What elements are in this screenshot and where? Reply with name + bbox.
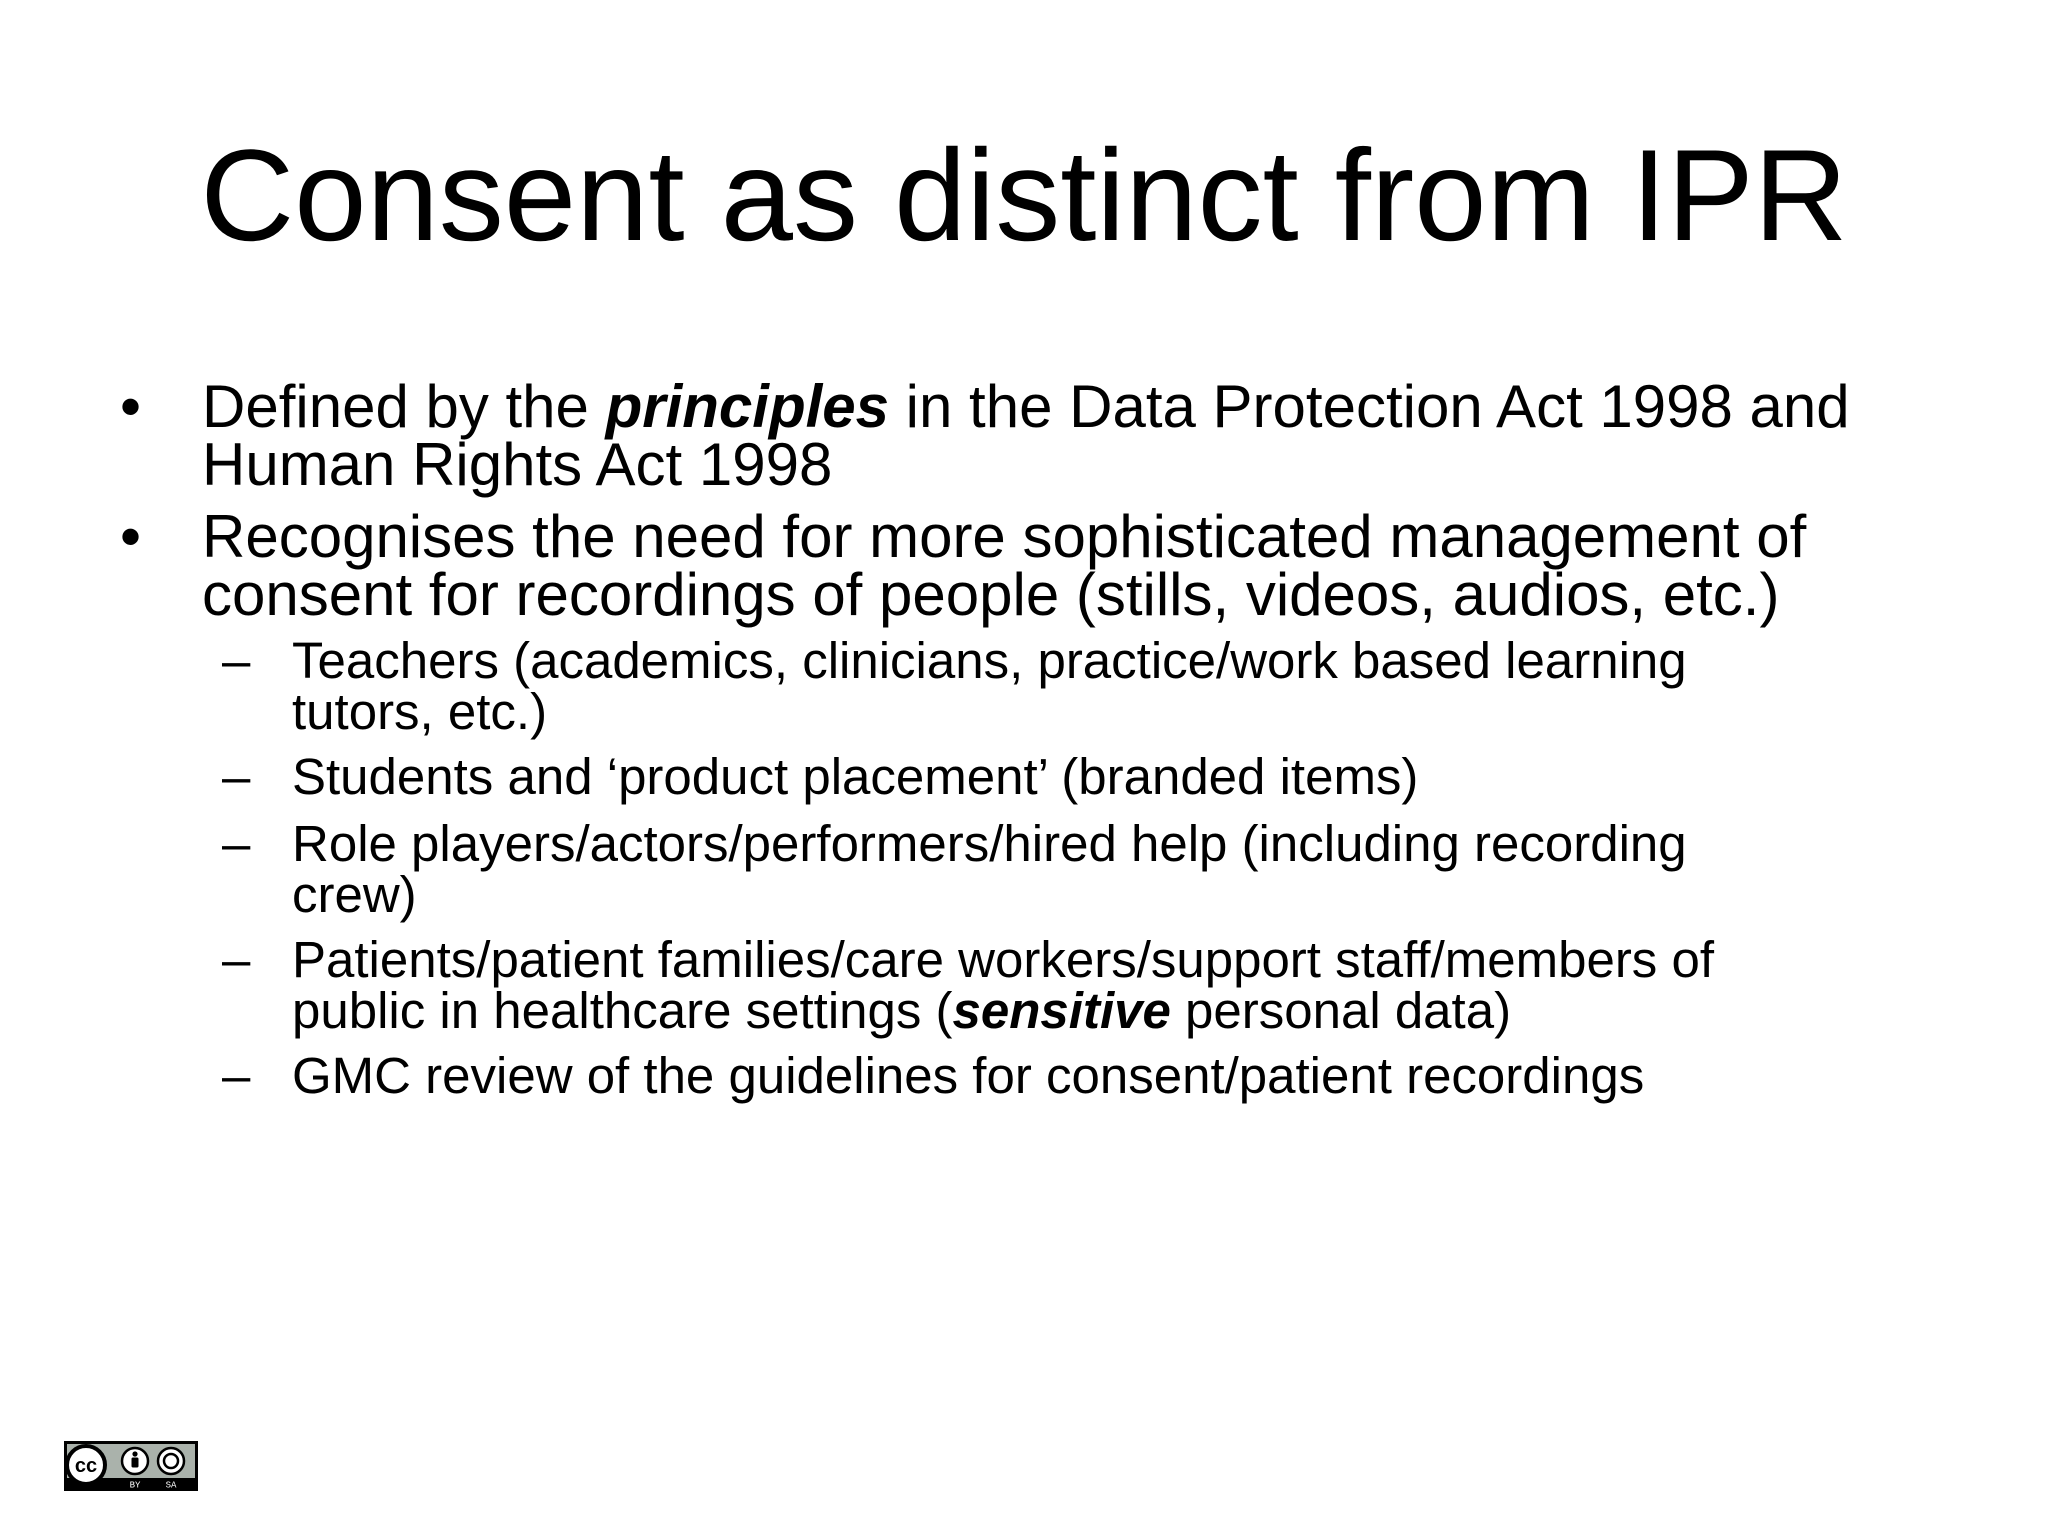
bullet-text — [202, 373, 2042, 498]
bullet-text-line: Human Rights Act 1998 — [202, 431, 833, 498]
cc-badge-by-label: BY — [129, 1480, 141, 1491]
svg-text:cc: cc — [74, 1455, 98, 1477]
emphasis-text: sensitive — [952, 982, 1171, 1039]
bullet-text-line: Recognises the need for more sophisticated management of — [202, 503, 1807, 570]
sub-bullet-text-line: tutors, etc.) — [292, 683, 548, 740]
slide-title: Consent as distinct from IPR — [200, 122, 1848, 268]
sub-bullet-marker: – — [222, 748, 251, 805]
sub-bullet-text-line: Role players/actors/performers/hired help (including recording — [292, 815, 1687, 872]
sub-bullet-text-segment: public in healthcare settings ( — [292, 982, 953, 1039]
sub-bullet-text-line: Patients/patient families/care workers/support staff/members of — [292, 931, 1714, 988]
sub-bullet-text-line: Students and ‘product placement’ (branded items) — [292, 748, 1419, 805]
sub-bullet-text — [292, 1047, 2012, 1104]
sub-bullet-text-segment: personal data) — [1170, 982, 1512, 1039]
bullet-marker: • — [120, 373, 142, 440]
emphasis-text: principles — [605, 373, 890, 440]
sub-bullet-marker: – — [222, 815, 251, 872]
sub-bullet-marker: – — [222, 1047, 251, 1104]
sub-bullet-text-line: crew) — [292, 866, 417, 923]
sub-bullet-text — [292, 815, 2012, 923]
bullet-marker: • — [120, 503, 142, 570]
cc-badge-sa-label: SA — [165, 1480, 177, 1491]
cc-by-sa-icon — [64, 1441, 198, 1496]
bullet-text-line: consent for recordings of people (stills, videos, audios, etc.) — [202, 561, 1780, 628]
bullet-text-segment: Defined by the — [202, 373, 606, 440]
sub-bullet-text-line: GMC review of the guidelines for consent/patient recordings — [292, 1047, 1645, 1104]
sub-bullet-text — [292, 632, 2012, 740]
bullet-text-segment: in the Data Protection Act 1998 and — [889, 373, 1850, 440]
sub-bullet-text — [292, 748, 2012, 805]
bullet-text — [202, 503, 2042, 628]
sub-bullet-marker: – — [222, 931, 251, 988]
sub-bullet-text-line: Teachers (academics, clinicians, practice/work based learning — [292, 632, 1687, 689]
sub-bullet-marker: – — [222, 632, 251, 689]
sub-bullet-text — [292, 931, 2012, 1039]
